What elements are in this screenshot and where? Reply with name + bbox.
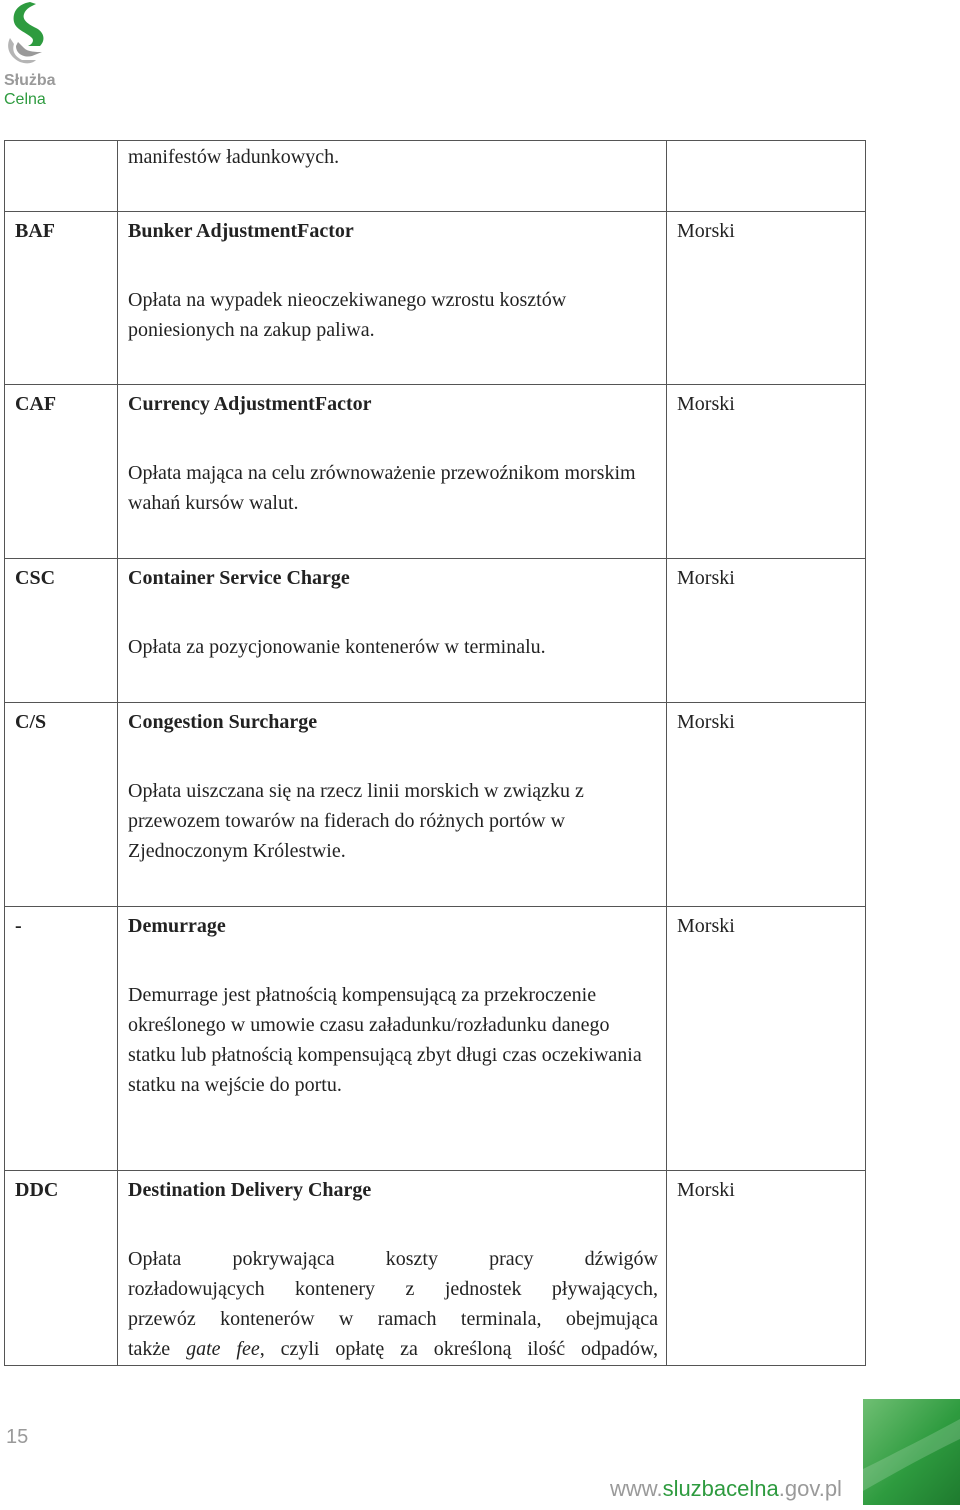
footer-logo xyxy=(863,1399,960,1505)
page-number: 15 xyxy=(6,1426,29,1448)
abbreviations-table xyxy=(4,140,866,1366)
transport-type-cell: Morski xyxy=(667,1171,866,1366)
term-description: Opłata mająca na celu zrównoważenie przewoźnikom morskim wahań kursów walut. xyxy=(128,462,636,514)
term-title: Congestion Surcharge xyxy=(128,711,318,733)
table-row xyxy=(5,385,866,559)
table-row xyxy=(5,212,866,385)
term-description: manifestów ładunkowych. xyxy=(128,146,340,168)
term-description-line xyxy=(128,1334,658,1364)
transport-type-cell: Morski xyxy=(667,907,866,1171)
table-row xyxy=(5,141,866,212)
customs-service-logo-icon xyxy=(2,0,52,70)
term-description-line: Opłata pokrywająca koszty pracy dźwigów xyxy=(128,1248,658,1270)
header-logo xyxy=(2,0,72,115)
term-description: Opłata uiszczana się na rzecz linii morskich w związku z przewozem towarów na fiderach do różnych portów w Zjednoczonym Królestwie. xyxy=(128,780,584,862)
transport-type-cell: Morski xyxy=(667,703,866,907)
term-cell xyxy=(118,907,667,1171)
table-row xyxy=(5,559,866,703)
term-cell xyxy=(118,385,667,559)
term-cell xyxy=(118,1171,667,1366)
term-cell xyxy=(118,141,667,212)
abbr-cell: - xyxy=(5,907,118,1171)
footer-green-shape-icon xyxy=(863,1399,960,1505)
term-title: Currency AdjustmentFactor xyxy=(128,393,372,415)
term-description-line: przewóz kontenerów w ramach terminala, obejmująca xyxy=(128,1308,658,1330)
term-description-line: rozładowujących kontenery z jednostek pływających, xyxy=(128,1278,658,1300)
footer-website-url[interactable] xyxy=(610,1476,842,1502)
table-row xyxy=(5,1171,866,1366)
transport-type-cell: Morski xyxy=(667,212,866,385)
text-fragment: , czyli opłatę za określoną ilość odpadów, xyxy=(259,1338,659,1360)
term-cell xyxy=(118,559,667,703)
table-row xyxy=(5,907,866,1171)
term-description xyxy=(128,1244,658,1364)
term-title: Demurrage xyxy=(128,915,226,937)
term-description: Opłata za pozycjonowanie kontenerów w terminalu. xyxy=(128,636,546,658)
logo-text-line-1: Służba xyxy=(4,72,56,89)
italic-term: gate fee xyxy=(186,1338,260,1360)
term-title: Container Service Charge xyxy=(128,567,350,589)
transport-type-cell xyxy=(667,141,866,212)
logo-text-line-2: Celna xyxy=(4,91,46,108)
url-prefix: www. xyxy=(610,1476,663,1501)
table-row xyxy=(5,703,866,907)
transport-type-cell: Morski xyxy=(667,559,866,703)
abbr-cell xyxy=(5,141,118,212)
term-cell xyxy=(118,703,667,907)
term-cell xyxy=(118,212,667,385)
abbr-cell: C/S xyxy=(5,703,118,907)
url-suffix: .gov.pl xyxy=(778,1476,842,1501)
abbr-cell: CAF xyxy=(5,385,118,559)
abbr-cell: DDC xyxy=(5,1171,118,1366)
transport-type-cell: Morski xyxy=(667,385,866,559)
term-title: Destination Delivery Charge xyxy=(128,1179,372,1201)
text-fragment: także xyxy=(128,1338,187,1360)
url-brand: sluzbacelna xyxy=(662,1476,779,1501)
term-description: Demurrage jest płatnością kompensującą za przekroczenie określonego w umowie czasu załadunku/rozładunku danego statku lub płatnością kompensującą zbyt długi czas oczekiwania statku na wejście do portu. xyxy=(128,984,642,1096)
abbr-cell: CSC xyxy=(5,559,118,703)
term-title: Bunker AdjustmentFactor xyxy=(128,220,354,242)
term-description: Opłata na wypadek nieoczekiwanego wzrostu kosztów poniesionych na zakup paliwa. xyxy=(128,289,567,341)
abbr-cell: BAF xyxy=(5,212,118,385)
